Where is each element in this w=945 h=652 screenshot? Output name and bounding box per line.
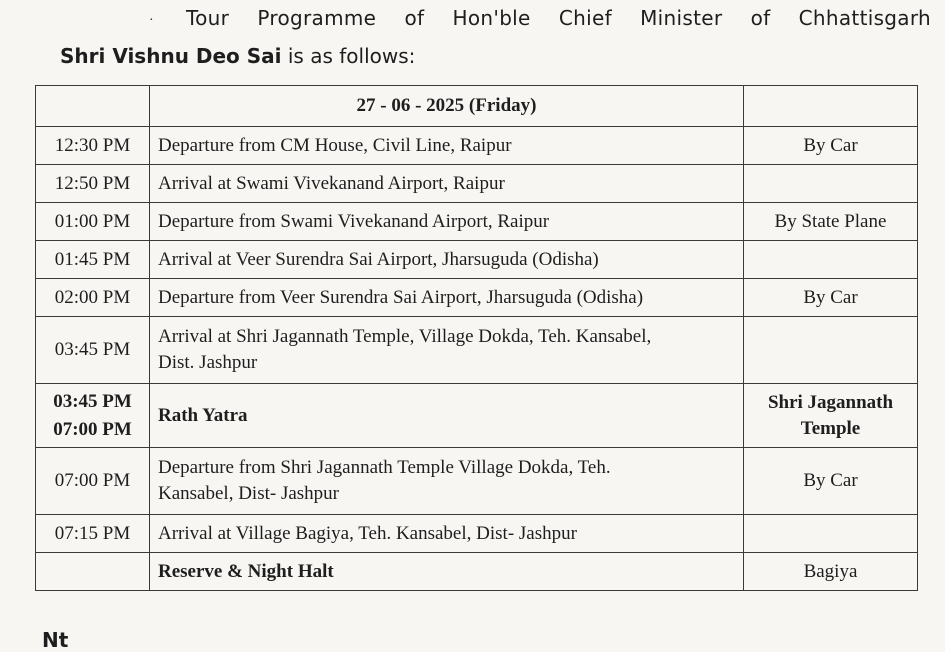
row-mode-line-1: Shri Jagannath	[767, 391, 894, 413]
row-event: Departure from Veer Surendra Sai Airport, Jharsuguda (Odisha)	[150, 279, 744, 317]
row-event: Departure from CM House, Civil Line, Raipur	[150, 127, 744, 165]
row-time: 03:45 PM	[36, 317, 150, 384]
row-mode	[744, 384, 918, 448]
row-event: Arrival at Veer Surendra Sai Airport, Jharsuguda (Odisha)	[150, 241, 744, 279]
date-heading: 27 - 06 - 2025 (Friday)	[150, 86, 744, 127]
row-time: 12:30 PM	[36, 127, 150, 165]
intro-line-2	[60, 44, 415, 68]
row-event	[150, 448, 744, 515]
table-row	[36, 203, 918, 241]
table-row	[36, 165, 918, 203]
row-event-line-1: Arrival at Shri Jagannath Temple, Village Dokda, Teh. Kansabel,	[158, 326, 652, 347]
table-row	[36, 127, 918, 165]
row-time: 12:50 PM	[36, 165, 150, 203]
row-event-line-2: Dist. Jashpur	[158, 352, 258, 373]
row-event-line-1: Departure from Shri Jagannath Temple Village Dokda, Teh.	[158, 457, 611, 478]
row-mode	[744, 241, 918, 279]
row-event	[150, 317, 744, 384]
row-mode	[744, 165, 918, 203]
table-row-night-halt	[36, 553, 918, 591]
row-mode	[744, 515, 918, 553]
row-time-end: 07:00 PM	[53, 418, 132, 440]
row-mode: By Car	[744, 448, 918, 515]
row-time: 02:00 PM	[36, 279, 150, 317]
row-time: 01:00 PM	[36, 203, 150, 241]
row-time-range	[36, 384, 150, 448]
row-time-start: 03:45 PM	[53, 390, 132, 412]
table-row	[36, 448, 918, 515]
row-event: Arrival at Village Bagiya, Teh. Kansabel, Dist- Jashpur	[150, 515, 744, 553]
row-event: Arrival at Swami Vivekanand Airport, Raipur	[150, 165, 744, 203]
table-header-row	[36, 86, 918, 127]
table-row	[36, 515, 918, 553]
row-mode-line-2: Temple	[800, 417, 861, 439]
row-time: 07:15 PM	[36, 515, 150, 553]
table-row	[36, 241, 918, 279]
row-event: Rath Yatra	[150, 384, 744, 448]
row-event-line-2: Kansabel, Dist- Jashpur	[158, 483, 339, 504]
row-mode: By Car	[744, 127, 918, 165]
note-heading-partial: Nt	[42, 628, 69, 652]
tour-schedule-table	[35, 85, 918, 591]
row-time: 01:45 PM	[36, 241, 150, 279]
row-event: Reserve & Night Halt	[150, 553, 744, 591]
table-row	[36, 279, 918, 317]
row-time	[36, 553, 150, 591]
intro-line-2-rest: is as follows:	[281, 44, 416, 68]
table-row-rath-yatra	[36, 384, 918, 448]
intro-line-1: Tour Programme of Hon'ble Chief Minister of Chhattisgarh	[186, 6, 931, 30]
row-mode: By State Plane	[744, 203, 918, 241]
row-mode	[744, 317, 918, 384]
row-time: 07:00 PM	[36, 448, 150, 515]
header-mode-cell	[744, 86, 918, 127]
table-row	[36, 317, 918, 384]
row-mode: By Car	[744, 279, 918, 317]
row-event: Departure from Swami Vivekanand Airport, Raipur	[150, 203, 744, 241]
cm-name: Shri Vishnu Deo Sai	[60, 44, 282, 68]
scan-speck: ·	[149, 13, 154, 28]
header-time-cell	[36, 86, 150, 127]
row-mode: Bagiya	[744, 553, 918, 591]
